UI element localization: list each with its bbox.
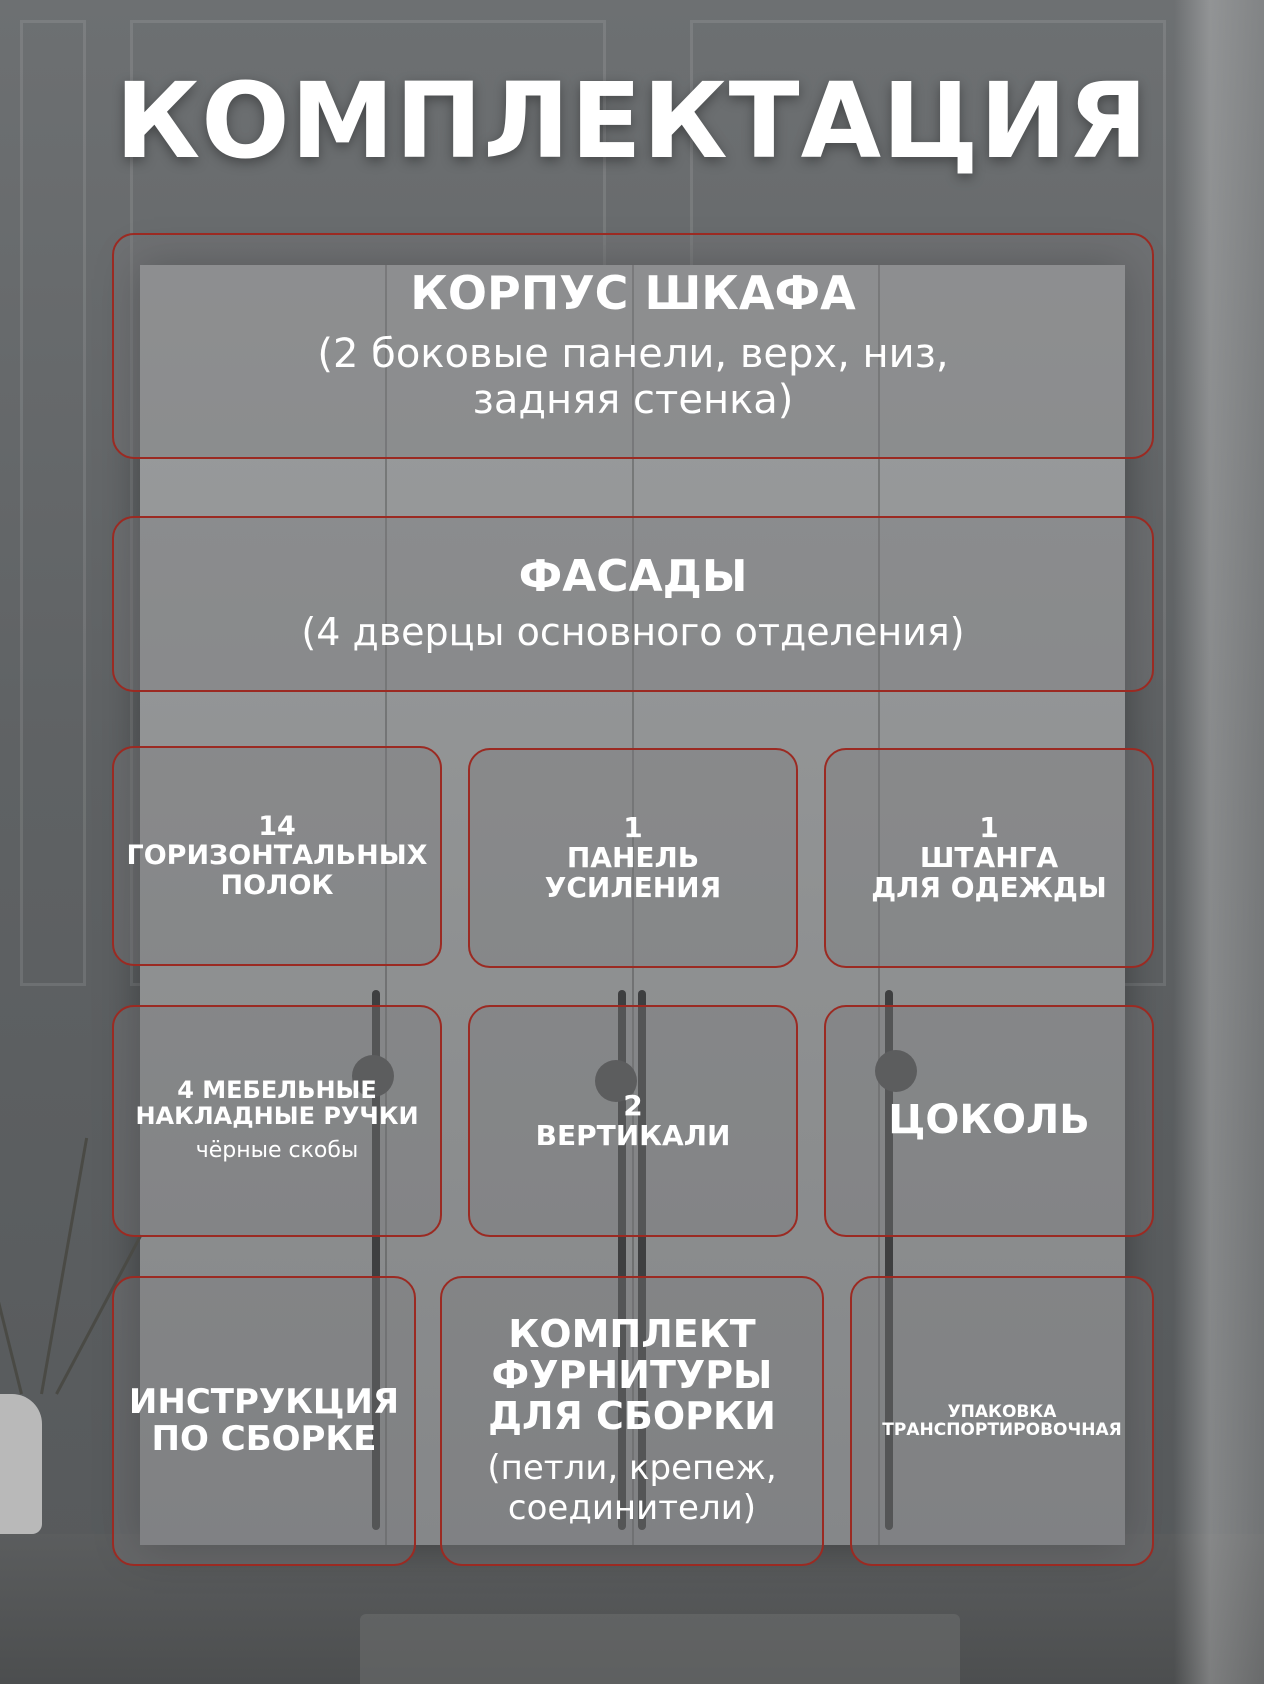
card-polki-line2: ГОРИЗОНТАЛЬНЫХ [126, 840, 428, 872]
card-panel [468, 748, 798, 968]
card-ruchki-line2: НАКЛАДНЫЕ РУЧКИ [135, 1102, 419, 1131]
card-furnitura-line1: КОМПЛЕКТ [508, 1312, 756, 1357]
card-cokol-heading: ЦОКОЛЬ [888, 1097, 1090, 1144]
card-ruchki-line1: 4 МЕБЕЛЬНЫЕ [177, 1076, 377, 1105]
card-upakovka-line2: ТРАНСПОРТИРОВОЧНАЯ [882, 1420, 1122, 1440]
card-korpus-sub-2: задняя стенка) [472, 376, 794, 423]
card-ruchki [112, 1005, 442, 1237]
card-vertikali-line2: ВЕРТИКАЛИ [535, 1119, 731, 1152]
card-furnitura-sub-2: соединители) [507, 1487, 757, 1528]
card-polki-line3: ПОЛОК [220, 869, 334, 901]
card-furnitura-sub-1: (петли, крепеж, [487, 1448, 777, 1489]
card-korpus [112, 233, 1154, 459]
card-fasady [112, 516, 1154, 692]
card-instrukciya-line1: ИНСТРУКЦИЯ [128, 1382, 400, 1423]
card-shtanga-line1: 1 [979, 810, 999, 844]
rug [360, 1614, 960, 1684]
card-fasady-heading: ФАСАДЫ [518, 551, 748, 603]
card-korpus-heading: КОРПУС ШКАФА [410, 266, 856, 321]
card-ruchki-sub: чёрные скобы [195, 1138, 359, 1164]
card-furnitura [440, 1276, 824, 1566]
card-upakovka [850, 1276, 1154, 1566]
card-vertikali [468, 1005, 798, 1237]
page-title: КОМПЛЕКТАЦИЯ [115, 60, 1149, 182]
card-instrukciya [112, 1276, 416, 1566]
card-fasady-sub: (4 дверцы основного отделения) [301, 609, 965, 654]
card-upakovka-line1: УПАКОВКА [947, 1401, 1057, 1422]
curtain [1174, 0, 1264, 1684]
card-furnitura-line3: ДЛЯ СБОРКИ [488, 1394, 776, 1439]
card-shtanga-line2: ШТАНГА [919, 840, 1059, 874]
card-korpus-sub-1: (2 боковые панели, верх, низ, [317, 330, 949, 377]
card-vertikali-line1: 2 [623, 1088, 643, 1122]
card-panel-line3: УСИЛЕНИЯ [544, 871, 722, 905]
card-polki [112, 746, 442, 966]
card-polki-line1: 14 [258, 811, 296, 843]
card-shtanga [824, 748, 1154, 968]
card-instrukciya-line2: ПО СБОРКЕ [151, 1419, 377, 1459]
card-panel-line2: ПАНЕЛЬ [566, 840, 700, 874]
vase [0, 1394, 42, 1534]
card-furnitura-line2: ФУРНИТУРЫ [491, 1353, 773, 1398]
card-panel-line1: 1 [623, 810, 643, 844]
card-cokol [824, 1005, 1154, 1237]
card-shtanga-line3: ДЛЯ ОДЕЖДЫ [871, 871, 1107, 905]
